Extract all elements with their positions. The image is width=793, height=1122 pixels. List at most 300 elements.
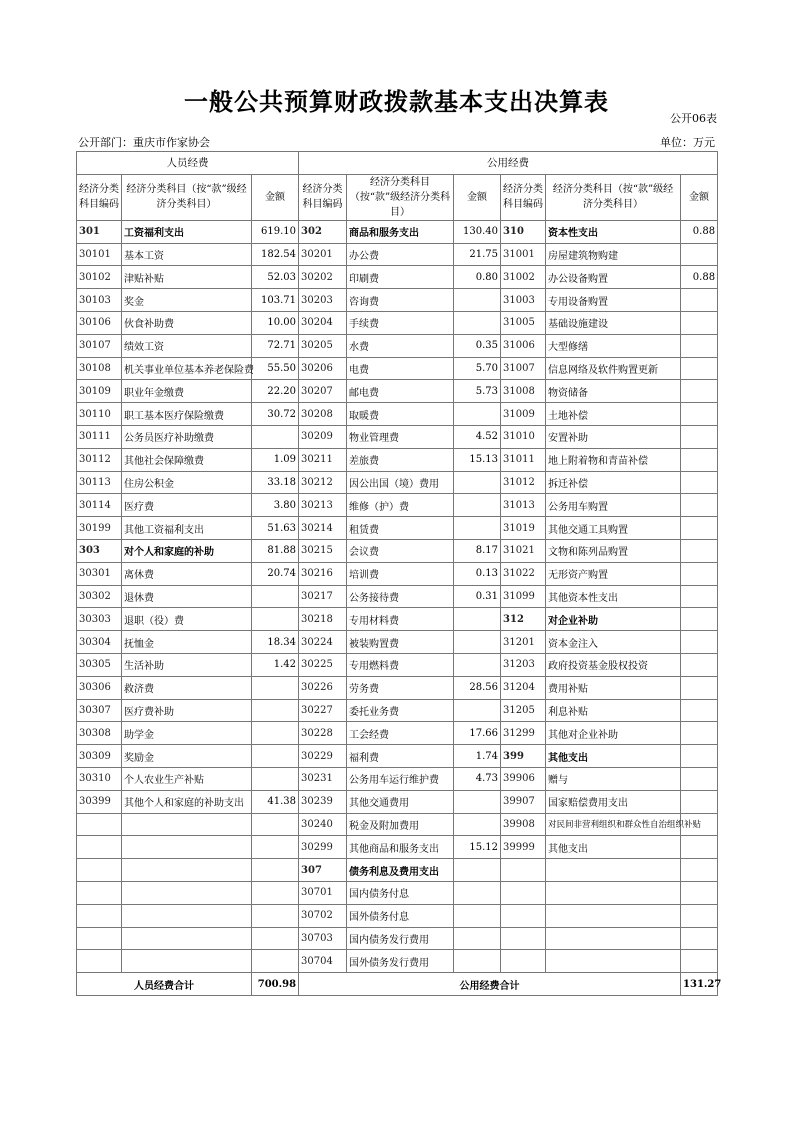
cell-code: 30203 <box>299 289 347 312</box>
cell-name: 奖金 <box>122 289 252 312</box>
cell-code: 30302 <box>77 585 122 608</box>
cell-name: 抚恤金 <box>122 631 252 654</box>
table-row <box>77 448 718 471</box>
table-row <box>77 357 718 380</box>
table-row <box>77 836 718 859</box>
cell-amount <box>681 243 718 266</box>
cell-code: 31201 <box>501 631 546 654</box>
cell-code: 30113 <box>77 471 122 494</box>
cell-amount: 182.54 <box>252 243 299 266</box>
cell-code: 399 <box>501 745 546 768</box>
cell-code: 30303 <box>77 608 122 631</box>
code-header: 经济分类科目编码 <box>501 174 546 220</box>
cell-amount <box>252 722 299 745</box>
cell-code: 30213 <box>299 494 347 517</box>
cell-name: 其他社会保障缴费 <box>122 448 252 471</box>
cell-name: 地上附着物和青苗补偿 <box>546 448 681 471</box>
cell-code: 31299 <box>501 722 546 745</box>
cell-amount <box>681 790 718 813</box>
cell-amount <box>454 403 501 426</box>
form-number: 公开06表 <box>670 112 717 125</box>
cell-name: 生活补助 <box>122 653 252 676</box>
cell-name: 工资福利支出 <box>122 220 252 243</box>
cell-amount <box>252 676 299 699</box>
cell-name: 其他交通费用 <box>347 790 454 813</box>
cell-amount <box>454 517 501 540</box>
cell-code <box>77 813 122 836</box>
cell-code: 30206 <box>299 357 347 380</box>
cell-code <box>501 904 546 927</box>
cell-amount: 81.88 <box>252 539 299 562</box>
cell-code: 30226 <box>299 676 347 699</box>
cell-name: 绩效工资 <box>122 334 252 357</box>
cell-amount <box>252 767 299 790</box>
cell-amount <box>252 904 299 927</box>
cell-name: 维修（护）费 <box>347 494 454 517</box>
cell-name <box>122 904 252 927</box>
cell-code: 30399 <box>77 790 122 813</box>
cell-amount: 18.34 <box>252 631 299 654</box>
cell-code: 30228 <box>299 722 347 745</box>
cell-amount <box>681 334 718 357</box>
cell-amount <box>252 927 299 950</box>
cell-code: 30109 <box>77 380 122 403</box>
cell-code <box>501 859 546 882</box>
name-header: 经济分类科目（按“款”级经济分类科目） <box>546 174 681 220</box>
cell-amount: 0.35 <box>454 334 501 357</box>
cell-amount: 15.12 <box>454 836 501 859</box>
cell-amount: 103.71 <box>252 289 299 312</box>
cell-code: 30231 <box>299 767 347 790</box>
page-title: 一般公共预算财政拨款基本支出决算表 <box>184 87 609 116</box>
cell-code <box>77 904 122 927</box>
cell-name: 其他支出 <box>546 836 681 859</box>
cell-name: 电费 <box>347 357 454 380</box>
cell-name <box>122 813 252 836</box>
cell-code: 30216 <box>299 562 347 585</box>
cell-code: 312 <box>501 608 546 631</box>
cell-code: 30207 <box>299 380 347 403</box>
name-header: 经济分类科目（按“款”级经济分类科目） <box>347 174 454 220</box>
cell-amount: 52.03 <box>252 266 299 289</box>
cell-name: 办公费 <box>347 243 454 266</box>
table-row <box>77 631 718 654</box>
cell-code: 30304 <box>77 631 122 654</box>
cell-code: 301 <box>77 220 122 243</box>
cell-amount: 0.80 <box>454 266 501 289</box>
cell-code: 30102 <box>77 266 122 289</box>
cell-name: 委托业务费 <box>347 699 454 722</box>
cell-amount <box>454 904 501 927</box>
cell-code: 30299 <box>299 836 347 859</box>
cell-amount: 5.73 <box>454 380 501 403</box>
cell-code: 30103 <box>77 289 122 312</box>
cell-amount <box>681 403 718 426</box>
cell-name: 培训费 <box>347 562 454 585</box>
cell-amount <box>252 950 299 973</box>
cell-name: 基本工资 <box>122 243 252 266</box>
cell-code <box>77 927 122 950</box>
cell-code: 30114 <box>77 494 122 517</box>
cell-amount <box>681 950 718 973</box>
table-row <box>77 699 718 722</box>
public-total-value: 131.27 <box>681 973 718 996</box>
cell-amount <box>681 425 718 448</box>
cell-name: 资本性支出 <box>546 220 681 243</box>
cell-name: 印刷费 <box>347 266 454 289</box>
department-label: 公开部门：重庆市作家协会 <box>78 136 210 149</box>
cell-amount: 28.56 <box>454 676 501 699</box>
cell-name: 商品和服务支出 <box>347 220 454 243</box>
cell-code: 30214 <box>299 517 347 540</box>
cell-code: 30240 <box>299 813 347 836</box>
cell-amount <box>681 722 718 745</box>
cell-code: 31203 <box>501 653 546 676</box>
cell-code <box>77 950 122 973</box>
cell-code: 30307 <box>77 699 122 722</box>
cell-name: 因公出国（境）费用 <box>347 471 454 494</box>
table-row <box>77 767 718 790</box>
table-row <box>77 289 718 312</box>
cell-amount <box>454 699 501 722</box>
cell-amount: 30.72 <box>252 403 299 426</box>
cell-amount <box>454 813 501 836</box>
cell-code: 30202 <box>299 266 347 289</box>
cell-amount <box>252 425 299 448</box>
cell-name <box>546 881 681 904</box>
cell-code: 30107 <box>77 334 122 357</box>
cell-amount: 22.20 <box>252 380 299 403</box>
cell-code: 30217 <box>299 585 347 608</box>
table-row <box>77 676 718 699</box>
table-row <box>77 334 718 357</box>
table-row <box>77 311 718 334</box>
cell-code: 30215 <box>299 539 347 562</box>
cell-amount <box>681 289 718 312</box>
cell-name: 国内债务付息 <box>347 881 454 904</box>
cell-name: 咨询费 <box>347 289 454 312</box>
cell-amount: 130.40 <box>454 220 501 243</box>
cell-code: 303 <box>77 539 122 562</box>
cell-code: 30703 <box>299 927 347 950</box>
cell-code: 31012 <box>501 471 546 494</box>
table-row <box>77 517 718 540</box>
cell-code <box>77 859 122 882</box>
cell-amount <box>681 494 718 517</box>
name-header: 经济分类科目（按“款”级经济分类科目） <box>122 174 252 220</box>
cell-code: 30309 <box>77 745 122 768</box>
cell-code: 31009 <box>501 403 546 426</box>
cell-name: 对民间非营利组织和群众性自治组织补贴 <box>546 813 681 836</box>
cell-code: 30108 <box>77 357 122 380</box>
cell-code: 302 <box>299 220 347 243</box>
cell-name: 债务利息及费用支出 <box>347 859 454 882</box>
cell-code: 30305 <box>77 653 122 676</box>
cell-code: 307 <box>299 859 347 882</box>
cell-name: 公务员医疗补助缴费 <box>122 425 252 448</box>
cell-code: 30110 <box>77 403 122 426</box>
cell-name: 公务接待费 <box>347 585 454 608</box>
cell-amount <box>681 517 718 540</box>
cell-amount <box>681 653 718 676</box>
table-row <box>77 539 718 562</box>
cell-name: 资本金注入 <box>546 631 681 654</box>
cell-code: 30101 <box>77 243 122 266</box>
cell-code <box>501 881 546 904</box>
cell-amount: 41.38 <box>252 790 299 813</box>
cell-amount <box>681 881 718 904</box>
cell-name: 政府投资基金股权投资 <box>546 653 681 676</box>
cell-name: 住房公积金 <box>122 471 252 494</box>
department-unit-row <box>76 132 717 150</box>
cell-code: 30209 <box>299 425 347 448</box>
cell-name: 租赁费 <box>347 517 454 540</box>
cell-code: 31003 <box>501 289 546 312</box>
cell-code: 30701 <box>299 881 347 904</box>
cell-amount <box>681 311 718 334</box>
cell-code: 31008 <box>501 380 546 403</box>
cell-amount: 4.52 <box>454 425 501 448</box>
cell-amount: 51.63 <box>252 517 299 540</box>
cell-code: 30106 <box>77 311 122 334</box>
cell-name <box>122 950 252 973</box>
cell-code: 39999 <box>501 836 546 859</box>
cell-name: 利息补贴 <box>546 699 681 722</box>
cell-code: 31010 <box>501 425 546 448</box>
table-row <box>77 471 718 494</box>
cell-amount: 20.74 <box>252 562 299 585</box>
table-row <box>77 585 718 608</box>
table-row <box>77 403 718 426</box>
cell-name: 劳务费 <box>347 676 454 699</box>
cell-code: 30204 <box>299 311 347 334</box>
cell-amount <box>681 585 718 608</box>
cell-code: 30225 <box>299 653 347 676</box>
cell-name: 税金及附加费用 <box>347 813 454 836</box>
table-row <box>77 722 718 745</box>
cell-name <box>546 950 681 973</box>
cell-amount: 1.09 <box>252 448 299 471</box>
cell-code: 30211 <box>299 448 347 471</box>
cell-code: 30199 <box>77 517 122 540</box>
cell-name <box>122 859 252 882</box>
table-row <box>77 220 718 243</box>
cell-name <box>546 859 681 882</box>
cell-name: 专用材料费 <box>347 608 454 631</box>
cell-code <box>501 927 546 950</box>
cell-name: 差旅费 <box>347 448 454 471</box>
cell-code: 31013 <box>501 494 546 517</box>
cell-code: 30212 <box>299 471 347 494</box>
cell-name: 专用设备购置 <box>546 289 681 312</box>
cell-amount: 55.50 <box>252 357 299 380</box>
cell-amount <box>681 448 718 471</box>
cell-name: 机关事业单位基本养老保险费 <box>122 357 252 380</box>
cell-code: 310 <box>501 220 546 243</box>
cell-amount <box>681 631 718 654</box>
cell-code: 31002 <box>501 266 546 289</box>
cell-code: 30205 <box>299 334 347 357</box>
cell-amount <box>252 745 299 768</box>
cell-amount: 4.73 <box>454 767 501 790</box>
cell-code: 39908 <box>501 813 546 836</box>
table-row <box>77 881 718 904</box>
cell-code: 30306 <box>77 676 122 699</box>
cell-name <box>546 904 681 927</box>
cell-code: 39906 <box>501 767 546 790</box>
cell-code: 30201 <box>299 243 347 266</box>
cell-code: 31011 <box>501 448 546 471</box>
table-row <box>77 745 718 768</box>
cell-amount <box>681 745 718 768</box>
cell-name: 其他工资福利支出 <box>122 517 252 540</box>
cell-amount <box>681 539 718 562</box>
cell-amount: 33.18 <box>252 471 299 494</box>
code-header: 经济分类科目编码 <box>299 174 347 220</box>
cell-amount <box>681 562 718 585</box>
cell-name: 医疗费 <box>122 494 252 517</box>
cell-name: 公务用车购置 <box>546 494 681 517</box>
cell-name: 物业管理费 <box>347 425 454 448</box>
amount-header: 金额 <box>252 174 299 220</box>
cell-amount: 1.74 <box>454 745 501 768</box>
cell-code <box>77 836 122 859</box>
cell-amount <box>454 790 501 813</box>
cell-name: 基础设施建设 <box>546 311 681 334</box>
cell-name: 退休费 <box>122 585 252 608</box>
table-row <box>77 904 718 927</box>
cell-amount: 1.42 <box>252 653 299 676</box>
cell-name: 国外债务付息 <box>347 904 454 927</box>
public-header: 公用经费 <box>299 152 718 175</box>
cell-amount <box>454 653 501 676</box>
public-total-label: 公用经费合计 <box>299 973 681 996</box>
cell-name: 对企业补助 <box>546 608 681 631</box>
cell-amount: 21.75 <box>454 243 501 266</box>
cell-amount <box>681 859 718 882</box>
cell-amount: 8.17 <box>454 539 501 562</box>
cell-name: 其他交通工具购置 <box>546 517 681 540</box>
cell-name <box>122 881 252 904</box>
cell-name: 邮电费 <box>347 380 454 403</box>
cell-name <box>122 836 252 859</box>
cell-code: 31005 <box>501 311 546 334</box>
cell-code: 30224 <box>299 631 347 654</box>
cell-name: 其他对企业补助 <box>546 722 681 745</box>
cell-name: 其他支出 <box>546 745 681 768</box>
cell-amount <box>252 813 299 836</box>
cell-code: 31019 <box>501 517 546 540</box>
totals-row <box>77 973 718 996</box>
table-row <box>77 266 718 289</box>
cell-code: 31001 <box>501 243 546 266</box>
cell-code: 30208 <box>299 403 347 426</box>
cell-amount <box>252 881 299 904</box>
cell-code: 30111 <box>77 425 122 448</box>
cell-name: 职工基本医疗保险缴费 <box>122 403 252 426</box>
cell-amount: 619.10 <box>252 220 299 243</box>
cell-amount <box>454 950 501 973</box>
table-row <box>77 380 718 403</box>
cell-name: 专用燃料费 <box>347 653 454 676</box>
cell-amount <box>454 631 501 654</box>
cell-name: 房屋建筑物购建 <box>546 243 681 266</box>
cell-name: 文物和陈列品购置 <box>546 539 681 562</box>
cell-name: 水费 <box>347 334 454 357</box>
cell-amount <box>681 927 718 950</box>
cell-amount <box>454 494 501 517</box>
cell-code: 31099 <box>501 585 546 608</box>
cell-amount: 17.66 <box>454 722 501 745</box>
cell-name: 物资储备 <box>546 380 681 403</box>
cell-name: 国内债务发行费用 <box>347 927 454 950</box>
amount-header: 金额 <box>454 174 501 220</box>
cell-amount: 72.71 <box>252 334 299 357</box>
cell-code: 31205 <box>501 699 546 722</box>
cell-name: 职业年金缴费 <box>122 380 252 403</box>
cell-amount <box>252 859 299 882</box>
cell-name: 办公设备购置 <box>546 266 681 289</box>
cell-amount <box>681 836 718 859</box>
unit-label: 单位：万元 <box>660 136 715 149</box>
cell-code: 31022 <box>501 562 546 585</box>
cell-name: 被装购置费 <box>347 631 454 654</box>
cell-name: 取暖费 <box>347 403 454 426</box>
cell-amount <box>681 767 718 790</box>
cell-name: 大型修缮 <box>546 334 681 357</box>
table-row <box>77 243 718 266</box>
cell-amount <box>454 927 501 950</box>
cell-name: 公务用车运行维护费 <box>347 767 454 790</box>
expenditure-table <box>76 151 722 996</box>
cell-name <box>122 927 252 950</box>
cell-amount <box>681 357 718 380</box>
cell-name: 费用补贴 <box>546 676 681 699</box>
cell-code: 30227 <box>299 699 347 722</box>
cell-name: 国家赔偿费用支出 <box>546 790 681 813</box>
cell-name: 工会经费 <box>347 722 454 745</box>
cell-code <box>77 881 122 904</box>
cell-code: 30218 <box>299 608 347 631</box>
cell-name: 会议费 <box>347 539 454 562</box>
cell-amount <box>681 676 718 699</box>
cell-code: 30229 <box>299 745 347 768</box>
cell-amount: 10.00 <box>252 311 299 334</box>
cell-code: 31006 <box>501 334 546 357</box>
cell-name: 救济费 <box>122 676 252 699</box>
cell-code: 31204 <box>501 676 546 699</box>
cell-code: 30301 <box>77 562 122 585</box>
cell-code: 39907 <box>501 790 546 813</box>
cell-amount <box>681 380 718 403</box>
cell-amount <box>454 608 501 631</box>
table-row <box>77 653 718 676</box>
table-row <box>77 425 718 448</box>
cell-name <box>546 927 681 950</box>
cell-amount <box>454 289 501 312</box>
cell-amount: 0.88 <box>681 220 718 243</box>
cell-amount: 3.80 <box>252 494 299 517</box>
cell-amount <box>252 608 299 631</box>
cell-code: 30702 <box>299 904 347 927</box>
cell-amount <box>454 471 501 494</box>
cell-amount <box>252 585 299 608</box>
cell-name: 津贴补贴 <box>122 266 252 289</box>
cell-amount <box>454 881 501 904</box>
amount-header: 金额 <box>681 174 718 220</box>
personnel-total-value: 700.98 <box>252 973 299 996</box>
table-row <box>77 494 718 517</box>
